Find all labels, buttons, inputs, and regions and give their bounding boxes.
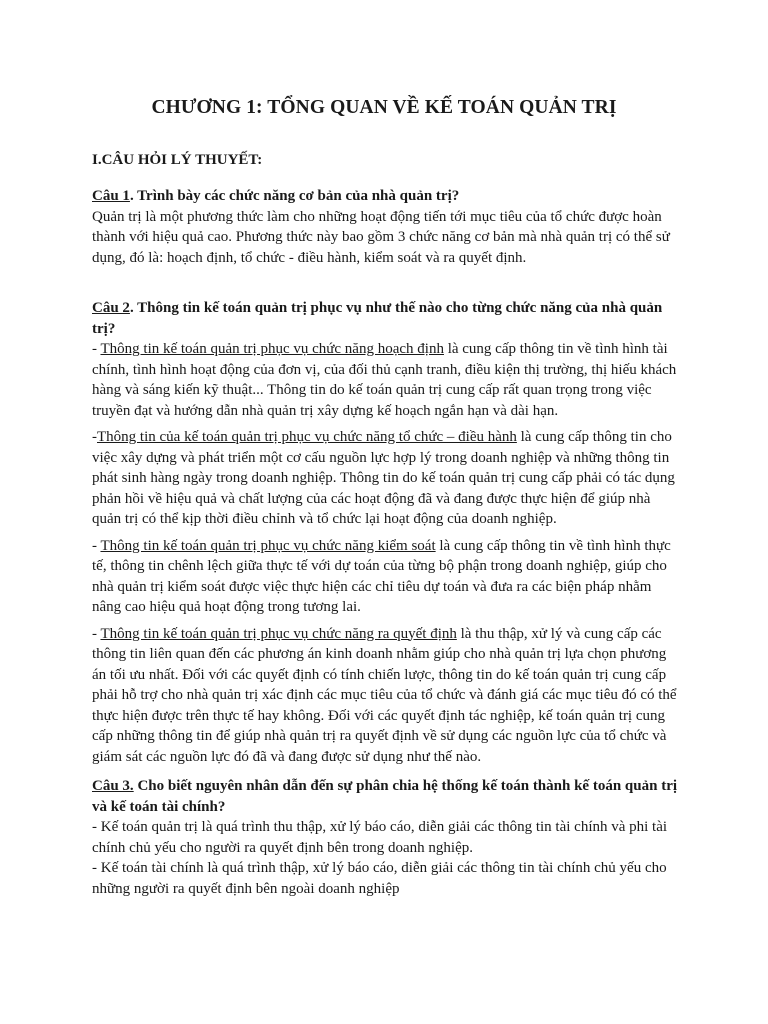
section-heading: I.CÂU HỎI LÝ THUYẾT: (92, 152, 263, 168)
question-2-heading (92, 298, 680, 339)
answer-item-controlling (92, 536, 680, 618)
question-1-heading (92, 186, 680, 207)
item-prefix: - (92, 429, 97, 445)
question-3-number: Câu 3. (92, 778, 134, 794)
answer-item-planning (92, 339, 680, 421)
item-lead-underlined: Thông tin kế toán quản trị phục vụ chức năng hoạch định (100, 341, 444, 357)
item-lead-underlined: Thông tin của kế toán quản trị phục vụ chức năng tổ chức – điều hành (97, 429, 517, 445)
item-prefix: - (92, 625, 101, 642)
item-prefix: - (92, 537, 101, 554)
answer-item-decision (92, 624, 680, 768)
question-3 (92, 776, 680, 899)
question-3-line-2: - Kế toán tài chính là quá trình thập, xử lý báo cáo, diễn giải các thông tin tài chính chủ yếu cho những người ra quyết định bên ngoài doanh nghiệp (92, 860, 667, 897)
item-lead-underlined: Thông tin kế toán quản trị phục vụ chức năng kiểm soát (100, 537, 436, 554)
answer-item-organizing (92, 427, 680, 530)
question-3-text: Cho biết nguyên nhân dẫn đến sự phân chia hệ thống kế toán thành kế toán quản trị và kế toán tài chính? (92, 778, 678, 815)
question-1-number: Câu 1 (92, 188, 130, 204)
item-body: là thu thập, xử lý và cung cấp các thông tin liên quan đến các phương án kinh doanh nhằm giúp cho nhà quản trị lựa chọn phương án tối ưu nhất. Đối với các quyết định có tính chiến lược, thông tin do kế toán quản trị cung cấp phải hỗ trợ cho nhà quản trị xác định các mục tiêu của tổ chức và đánh giá các mục tiêu đó có thể thực hiện được trên thực tế hay không. Đối với các quyết định tác nghiệp, kế toán quản trị cung cấp những thông tin để giúp nhà quản trị ra quyết định về sử dụng các nguồn lực của tổ chức và giám sát các nguồn lực đó đã và đang được sử dụng như thế nào. (92, 625, 677, 765)
question-1-text: . Trình bày các chức năng cơ bản của nhà quản trị? (129, 188, 460, 204)
chapter-title: CHƯƠNG 1: TỔNG QUAN VỀ KẾ TOÁN QUẢN TRỊ (151, 97, 617, 118)
question-1 (92, 186, 680, 268)
item-lead-underlined: Thông tin kế toán quản trị phục vụ chức năng ra quyết định (100, 625, 457, 642)
question-1-answer: Quản trị là một phương thức làm cho những hoạt động tiến tới mục tiêu của tổ chức được hoàn thành với hiệu quả cao. Phương thức này bao gồm 3 chức năng cơ bản mà nhà quản trị có thể sử dụng, đó là: hoạch định, tổ chức - điều hành, kiểm soát và ra quyết định. (92, 208, 670, 266)
item-body: là cung cấp thông tin cho việc xây dựng và phát triển một cơ cấu nguồn lực hợp lý trong doanh nghiệp và những thông tin phát sinh hàng ngày trong doanh nghiệp. Thông tin do kế toán quản trị cung cấp phải có tác dụng phản hồi về hiệu quả và chất lượng của các hoạt động đã và đang được thực hiện để giúp nhà quản trị có thể kịp thời điều chỉnh và tổ chức lại hoạt động của doanh nghiệp. (92, 429, 675, 527)
item-body: là cung cấp thông tin về tình hình tài chính, tình hình hoạt động của đơn vị, của đối thủ cạnh tranh, điều kiện thị trường, thị hiếu khách hàng và sáng kiến kỹ thuật... Thông tin do kế toán quản trị cung cấp rất quan trọng trong việc truyền đạt và hướng dẫn nhà quản trị xây dựng kế hoạch ngắn hạn và dài hạn. (92, 341, 677, 419)
item-body: là cung cấp thông tin về tình hình thực tế, thông tin chênh lệch giữa thực tế với dự toán của từng bộ phận trong doanh nghiệp, giúp cho nhà quản trị kiểm soát được việc thực hiện các chỉ tiêu dự toán và đưa ra các biện pháp nhằm nâng cao hiệu quả hoạt động trong tương lai. (92, 537, 671, 615)
question-2-text: . Thông tin kế toán quản trị phục vụ như thế nào cho từng chức năng của nhà quản trị? (92, 300, 663, 337)
question-2 (92, 298, 680, 767)
item-prefix: - (92, 341, 101, 357)
question-2-number: Câu 2 (92, 300, 130, 316)
question-3-heading (92, 776, 680, 817)
question-3-line-1: - Kế toán quản trị là quá trình thu thập, xử lý báo cáo, diễn giải các thông tin tài chính và phi tài chính chủ yếu cho người ra quyết định bên trong doanh nghiệp. (92, 819, 668, 856)
